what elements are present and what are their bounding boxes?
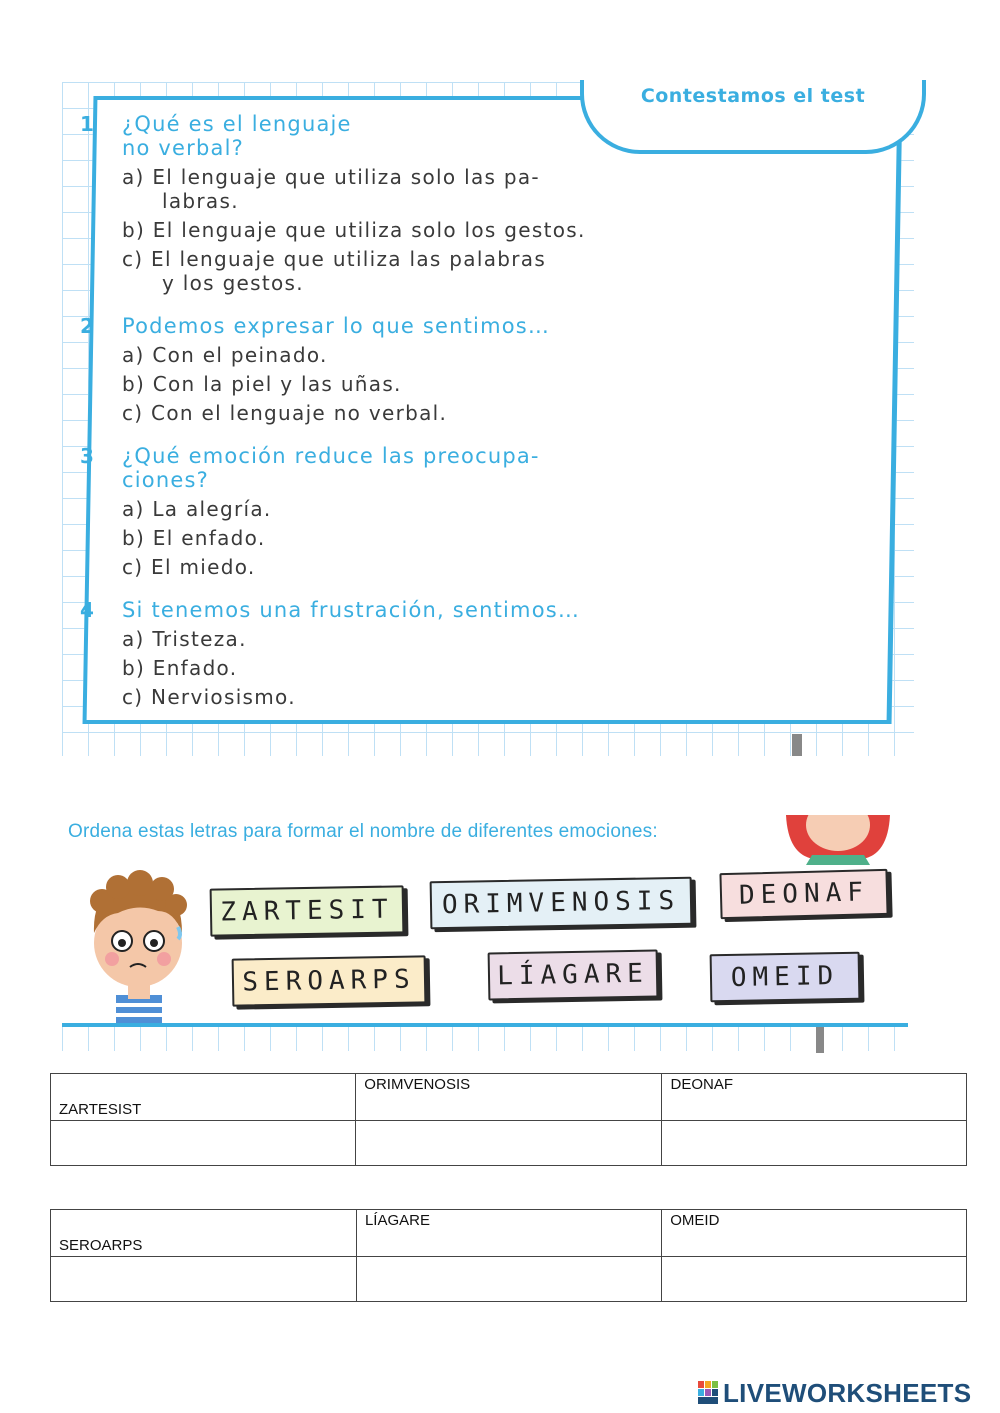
table-header-cell: LÍAGARE bbox=[356, 1210, 661, 1257]
table-header-cell: OMEID bbox=[662, 1210, 967, 1257]
question-text: Podemos expresar lo que sentimos… bbox=[122, 314, 551, 338]
worried-boy-illustration bbox=[78, 855, 198, 1025]
header-cloud bbox=[580, 80, 926, 154]
answer-input-cell[interactable] bbox=[356, 1257, 661, 1302]
table-header-cell: SEROARPS bbox=[51, 1210, 357, 1257]
table-header-row bbox=[51, 1074, 967, 1121]
question-text: Si tenemos una frustración, sentimos… bbox=[122, 598, 581, 622]
table-header-cell: DEONAF bbox=[662, 1074, 967, 1121]
answer-option[interactable]: c) El miedo. bbox=[122, 555, 256, 579]
answer-option-continued: y los gestos. bbox=[162, 271, 304, 295]
answer-option[interactable]: a) El lenguaje que utiliza solo las pa- bbox=[122, 165, 540, 189]
answer-table-1 bbox=[50, 1073, 967, 1166]
logo-text: LIVEWORKSHEETS bbox=[723, 1377, 972, 1408]
question-4 bbox=[80, 598, 581, 709]
table-header-row bbox=[51, 1210, 967, 1257]
answer-input-cell[interactable] bbox=[662, 1121, 967, 1166]
question-3 bbox=[80, 444, 540, 579]
answer-option[interactable]: c) El lenguaje que utiliza las palabras bbox=[122, 247, 547, 271]
question-2 bbox=[80, 314, 551, 425]
answer-option[interactable]: b) El lenguaje que utiliza solo los gestos. bbox=[122, 218, 586, 242]
answer-input-cell[interactable] bbox=[356, 1121, 662, 1166]
question-number: 4 bbox=[80, 598, 94, 622]
answer-option[interactable]: c) Con el lenguaje no verbal. bbox=[122, 401, 448, 425]
answer-option[interactable]: b) Enfado. bbox=[122, 656, 238, 680]
answer-option[interactable]: a) La alegría. bbox=[122, 497, 272, 521]
answer-option[interactable]: c) Nerviosismo. bbox=[122, 685, 296, 709]
answer-option[interactable]: b) El enfado. bbox=[122, 526, 266, 550]
table-answer-row bbox=[51, 1257, 967, 1302]
question-number: 2 bbox=[80, 314, 94, 338]
question-text: no verbal? bbox=[122, 136, 244, 160]
answer-input-cell[interactable] bbox=[51, 1121, 356, 1166]
scrambled-word: ORIMVENOSIS bbox=[430, 877, 693, 930]
liveworksheets-logo-icon bbox=[698, 1381, 720, 1405]
page-edge-tab bbox=[792, 734, 802, 756]
quiz-card bbox=[62, 82, 914, 756]
answer-option[interactable]: b) Con la piel y las uñas. bbox=[122, 372, 402, 396]
table-header-cell: ORIMVENOSIS bbox=[356, 1074, 662, 1121]
answer-option-continued: labras. bbox=[162, 189, 239, 213]
table-header-cell: ZARTESIST bbox=[51, 1074, 356, 1121]
scrambled-word: ZARTESIT bbox=[210, 885, 405, 936]
quiz-header: Contestamos el test bbox=[640, 85, 866, 107]
page-edge-tab bbox=[816, 1027, 824, 1053]
question-text: ¿Qué emoción reduce las preocupa- bbox=[122, 444, 540, 468]
scrambled-word: SEROARPS bbox=[232, 955, 427, 1006]
scrambled-word: DEONAF bbox=[719, 869, 888, 919]
question-number: 1 bbox=[80, 112, 94, 136]
question-number: 3 bbox=[80, 444, 94, 468]
question-text: ciones? bbox=[122, 468, 209, 492]
answer-option[interactable]: a) Con el peinado. bbox=[122, 343, 328, 367]
scrambled-word: OMEID bbox=[710, 952, 861, 1003]
scramble-instruction: Ordena estas letras para formar el nombre de diferentes emociones: bbox=[68, 821, 658, 842]
scramble-section bbox=[62, 815, 908, 1055]
scrambled-word: LÍAGARE bbox=[488, 950, 659, 1001]
girl-illustration bbox=[778, 815, 898, 865]
answer-table-2 bbox=[50, 1209, 967, 1302]
scramble-ledge bbox=[62, 1023, 908, 1027]
liveworksheets-logo[interactable] bbox=[698, 1378, 971, 1408]
question-text: ¿Qué es el lenguaje bbox=[122, 112, 352, 136]
answer-input-cell[interactable] bbox=[662, 1257, 967, 1302]
answer-input-cell[interactable] bbox=[51, 1257, 357, 1302]
answer-option[interactable]: a) Tristeza. bbox=[122, 627, 247, 651]
question-1 bbox=[80, 112, 586, 295]
table-answer-row bbox=[51, 1121, 967, 1166]
